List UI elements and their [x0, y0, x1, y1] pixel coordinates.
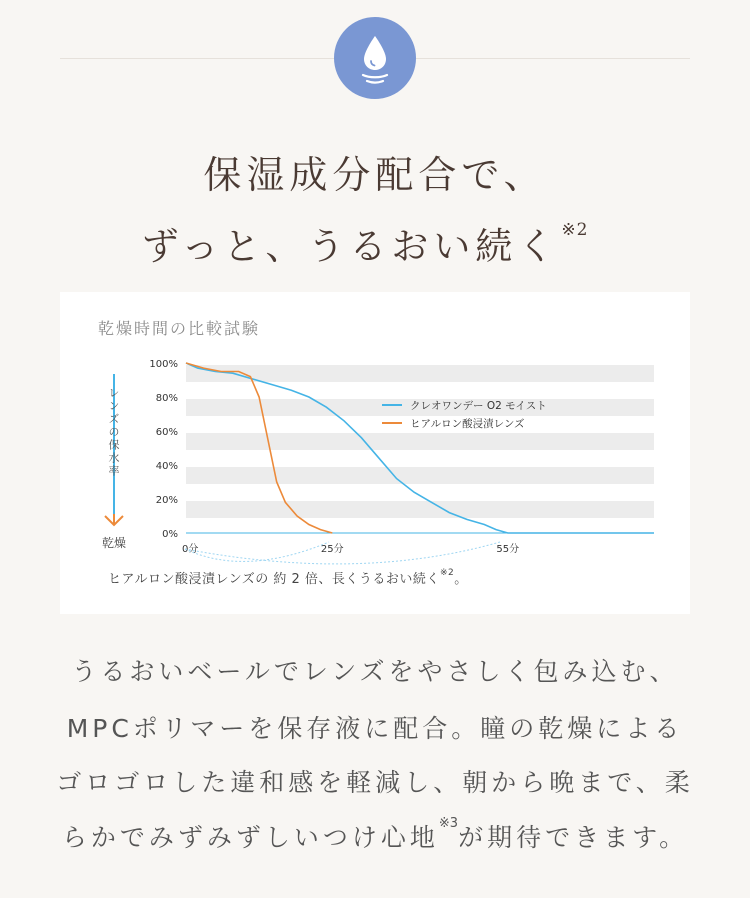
- headline-footnote-ref: ※2: [561, 220, 589, 240]
- body-footnote-ref: ※3: [438, 816, 459, 831]
- body-line-1: うるおいベールでレンズをやさしく包み込む、: [71, 657, 679, 686]
- y-tick-label: 0%: [162, 529, 178, 540]
- x-curve-25: [185, 542, 329, 561]
- y-tick-label: 60%: [155, 427, 178, 438]
- body-line-4-b: が期待できます。: [458, 823, 689, 852]
- body-line-2: MPCポリマーを保存液に配合。瞳の乾燥による: [66, 714, 684, 743]
- x-tick-label: 55分: [496, 544, 520, 555]
- x-tick-label: 25分: [320, 544, 344, 555]
- grid-band: [186, 433, 654, 450]
- headline-line-1: 保湿成分配合で、: [203, 153, 547, 197]
- headline-line-2-text: ずっと、うるおい続く: [141, 225, 560, 268]
- grid-band: [186, 467, 654, 484]
- y-tick-label: 20%: [155, 495, 178, 506]
- body-line-3: ゴロゴロした違和感を軽減し、朝から晩まで、柔: [56, 768, 694, 797]
- legend-label: クレオワンデー O2 モイスト: [410, 400, 547, 412]
- chart-title: 乾燥時間の比較試験: [98, 319, 261, 338]
- x-tick-label: 0分: [182, 544, 199, 555]
- chart-card: [60, 292, 690, 614]
- headline-line-2: [0, 216, 740, 270]
- y-tick-label: 80%: [155, 393, 178, 404]
- y-tick-label: 40%: [155, 461, 178, 472]
- grid-band: [186, 501, 654, 518]
- legend-label: ヒアルロン酸浸漬レンズ: [410, 418, 525, 430]
- chart-note-text: ヒアルロン酸浸漬レンズの 約 2 倍、長くうるおい続く: [108, 572, 440, 587]
- chart-note-ref: ※2: [439, 568, 455, 578]
- chart-note-end: 。: [454, 572, 468, 587]
- body-line-4: [0, 818, 750, 854]
- badge: [334, 17, 416, 99]
- chart-note: [108, 568, 468, 587]
- body-line-4-a: らかでみずみずしいつけ心地: [61, 823, 439, 852]
- chart-plot: [60, 292, 690, 614]
- y-tick-label: 100%: [149, 359, 178, 370]
- y-axis-label: レンズの保水率: [107, 387, 120, 478]
- dry-label: 乾燥: [102, 536, 127, 550]
- water-drop-icon: [334, 17, 416, 99]
